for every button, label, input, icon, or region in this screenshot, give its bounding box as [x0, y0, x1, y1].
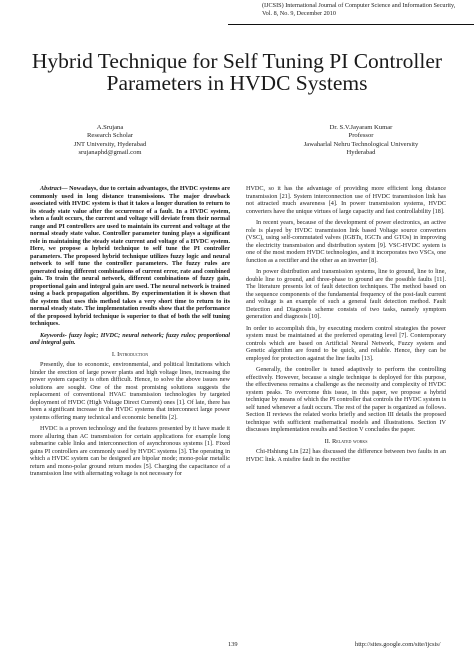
body-paragraph: HVDC, so it has the advantage of providing more efficient long distance transmission [21]. System interconnection use of HVDC transmission link has not attracted much awareness [4]. In power transmission systems, HVDC converters have the unique virtues of large capacity and fast controllability [18].	[246, 185, 446, 215]
header-rule	[228, 24, 474, 25]
paper-title	[10, 50, 464, 94]
author-2	[286, 124, 436, 158]
title-line-1: Hybrid Technique for Self Tuning PI Controller	[31, 49, 443, 73]
abstract	[30, 185, 230, 328]
section-heading-introduction: I. Introduction	[111, 350, 149, 358]
title-line-2: Parameters in HVDC Systems	[106, 71, 368, 95]
journal-issue: Vol. 8, No. 9, December 2010	[262, 10, 336, 17]
footer-url[interactable]: http://sites.google.com/site/ijcsis/	[355, 641, 441, 648]
body-paragraph: In power distribution and transmission systems, line to ground, line to line, double line to ground, and three-phase to ground are the possible faults [11]. The literature presents lot of fault detection techniques. The method based on the sequence components of the fundamental frequency of the post-fault current and voltage is an example of such a general fault detection method. Fault Detection and Diagnosis scheme consists of two tasks, namely symptom generation and diagnosis [10].	[246, 268, 446, 320]
author-name: A.Srujana	[96, 124, 124, 131]
author-email: srujanaphd@gmail.com	[78, 149, 142, 157]
left-column	[30, 185, 230, 482]
intro-paragraph: Presently, due to economic, environmental, and political limitations which hinder the erection of large power plants and high voltage lines, increasing the power system capacity is often difficult. Hence, to solve the above issues new solutions are sought. One of the most promising solutions suggests the replacement of conventional HVAC transmission technologies by targeted deployment of HVDC (High Voltage Direct Current) ones [1]. Of late, there has been a significant increase in the HVDC systems that interconnect large power systems offering many technical and economic benefits [2].	[30, 361, 230, 421]
abstract-text: Nowadays, due to certain advantages, the HVDC systems are commonly used in long distance transmissions. The major drawback associated with HVDC system is that it takes a longer duration to return to its steady state value after the occurrence of a fault. In a HVDC system, when a fault occurs, the current and voltage will deviate from their normal range and PI controllers are used to maintain its current and voltage at the normal steady state value. Controller parameter tuning plays a significant role in maintaining the steady state current and voltage of a HVDC system. Here, we propose a hybrid technique to self tune the PI controller parameters. The proposed hybrid technique utilizes fuzzy logic and neural network to self tune the controller parameters. The fuzzy rules are generated using different combinations of current error, rate and combined gain. To train the neural network, different combinations of fuzzy gain, proportional gain and integral gain are used. The neural network is trained using a back propagation algorithm. By experimentation it is shown that the system that uses this method takes a very short time to return to its normal steady state. The implementation results show that the performance of the proposed hybrid technique is superior to that of both the self tuning techniques.	[30, 185, 230, 327]
intro-paragraph: HVDC is a proven technology and the features presented by it have made it more alluring than AC transmission for certain applications for example long submarine cable links and interconnection of asynchronous systems [1]. Fixed gains PI controllers are commonly used by HVDC systems [3]. The operating in which a HVDC system can be designed are bipolar mode; mono-polar metallic return and mono-polar ground return modes [5]. Charging the capacitance of a transmission line with alternating voltage is not necessary for	[30, 425, 230, 477]
author-affiliation: JNT University, Hyderabad	[73, 140, 147, 148]
author-1	[50, 124, 170, 158]
journal-name: (IJCSIS) International Journal of Computer Science and Information Security,	[262, 2, 456, 9]
abstract-label: Abstract—	[40, 185, 68, 192]
journal-header	[262, 2, 472, 18]
author-role: Research Scholar	[87, 132, 133, 140]
body-paragraph: In recent years, because of the development of power electronics, an active role is played by HVDC transmission link based Voltage source converters (VSC), using self-commutated valves (IGBTs, IGCTs and GTOs) in improving the electricity transmission and distribution system [9]. VSC-HVDC system is one of the most modern HVDC technologies, and it incorporates two VSCs, one function as a rectifier and the other as an inverter [8].	[246, 219, 446, 264]
section-heading-related-works: II. Related works	[324, 437, 368, 445]
page-number: 139	[228, 641, 238, 648]
body-paragraph: In order to accomplish this, by executing modern control strategies the power system must be maintained at the preferred operating level [7]. Contemporary controls which are based on Artificial Neural Network, Fuzzy system and Genetic algorithm are found to be quick, and reliable. Hence, they can be employed for protection against the line faults [13].	[246, 324, 446, 362]
keywords: Keywords- fuzzy logic; HVDC; neural network; fuzzy rules; proportional and integral gain.	[30, 331, 230, 346]
author-name: Dr. S.V.Jayaram Kumar	[329, 124, 393, 131]
author-city: Hyderabad	[346, 149, 376, 157]
author-role: Professor	[348, 132, 374, 140]
right-column	[246, 185, 446, 467]
body-paragraph: Generally, the controller is tuned adaptively to perform the controlling effectively. However, because a single technique is deployed for this purpose, the effectiveness remains a challenge as the necessity and complexity of HVDC system peaks. To overcome this issue, in this paper, we propose a hybrid technique by means of which the PI controller that controls the HVDC system is self tuned whenever a fault occurs. The rest of the paper is organized as follows. Section II reviews the related works briefly and section III details the proposed technique with sufficient mathematical models and illustrations. Section IV discusses implementation results and Section V concludes the paper.	[246, 366, 446, 433]
author-affiliation: Jawaharlal Nehru Technological University	[303, 140, 419, 148]
body-paragraph: Chi-Hshiung Lin [22] has discussed the difference between two faults in an HVDC link. A misfire fault in the rectifier	[246, 448, 446, 463]
